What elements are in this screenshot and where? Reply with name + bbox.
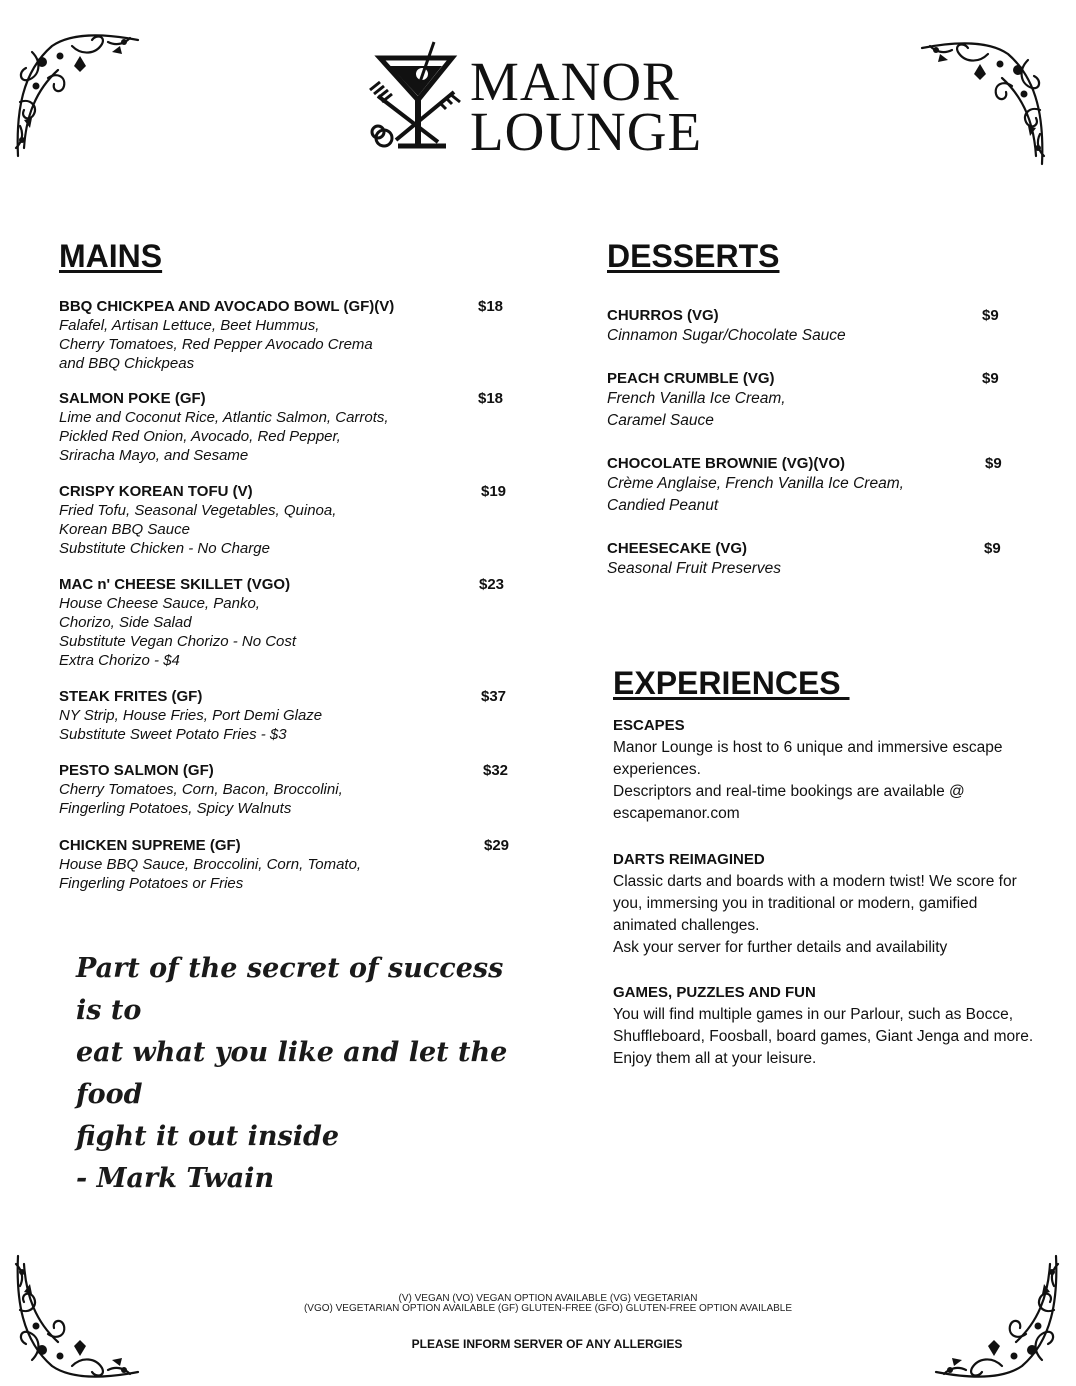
menu-item-price: $9: [985, 455, 1002, 472]
menu-item-name: SALMON POKE (GF): [59, 390, 206, 407]
menu-item: [59, 836, 524, 893]
menu-item-price: $9: [982, 307, 999, 324]
experience-description: Enjoy them all at your leisure.: [613, 1050, 817, 1067]
menu-item-description: Seasonal Fruit Preserves: [607, 560, 782, 577]
menu-item: [59, 389, 518, 465]
quote-line: eat what you like and let the food: [76, 1037, 508, 1110]
menu-item-name: CHURROS (VG): [607, 307, 719, 324]
quote-line: - Mark Twain: [76, 1163, 275, 1194]
menu-item-name: PESTO SALMON (GF): [59, 762, 214, 779]
menu-item-description: Substitute Vegan Chorizo - No Cost: [59, 633, 297, 650]
experience-description: escapemanor.com: [613, 805, 740, 822]
menu-item: [59, 761, 523, 818]
experience-item: [613, 849, 1053, 959]
flourish-corner-icon: [12, 1250, 142, 1380]
menu-item-name: CRISPY KOREAN TOFU (V): [59, 483, 253, 500]
quote-line: fight it out inside: [76, 1121, 340, 1152]
menu-item: [607, 369, 1022, 431]
menu-item-description: Falafel, Artisan Lettuce, Beet Hummus,: [59, 317, 320, 334]
experience-item: [613, 715, 1053, 825]
experience-description: animated challenges.: [613, 917, 760, 934]
menu-item-price: $29: [484, 837, 510, 854]
menu-item-price: $18: [478, 390, 504, 407]
menu-item-description: Lime and Coconut Rice, Atlantic Salmon, Carrots,: [59, 409, 389, 426]
experience-item: [613, 982, 1053, 1070]
menu-item-name: PEACH CRUMBLE (VG): [607, 370, 775, 387]
menu-item: [607, 454, 1025, 516]
menu-item-description: Substitute Chicken - No Charge: [59, 540, 270, 557]
experience-name: DARTS REIMAGINED: [613, 851, 765, 868]
quote: [76, 948, 516, 1200]
menu-item-description: House BBQ Sauce, Broccolini, Corn, Tomato,: [59, 856, 362, 873]
menu-item-description: House Cheese Sauce, Panko,: [59, 595, 260, 612]
menu-item-name: MAC n' CHEESE SKILLET (VGO): [59, 576, 291, 593]
menu-item-name: BBQ CHICKPEA AND AVOCADO BOWL (GF)(V): [59, 298, 395, 315]
flourish-corner-icon: [932, 1250, 1062, 1380]
menu-item-description: Fingerling Potatoes, Spicy Walnuts: [59, 800, 292, 817]
menu-item: [607, 306, 1022, 347]
dietary-legend: [0, 1294, 1076, 1314]
logo-text-lounge: LOUNGE: [470, 101, 703, 162]
menu-item-name: STEAK FRITES (GF): [59, 688, 203, 705]
menu-item-description: Candied Peanut: [607, 496, 719, 514]
menu-item-description: Cinnamon Sugar/Chocolate Sauce: [607, 327, 846, 344]
menu-item-name: CHEESECAKE (VG): [607, 540, 748, 557]
menu-item: [59, 297, 518, 373]
menu-item: [59, 575, 519, 670]
menu-item-description: Fried Tofu, Seasonal Vegetables, Quinoa,: [59, 502, 337, 519]
menu-item-description: French Vanilla Ice Cream,: [607, 390, 786, 407]
menu-item-price: $37: [481, 688, 507, 705]
menu-item-description: Cherry Tomatoes, Red Pepper Avocado Crema: [59, 336, 373, 353]
menu-item-description: Crème Anglaise, French Vanilla Ice Cream,: [607, 475, 904, 492]
menu-item-description: and BBQ Chickpeas: [59, 355, 195, 372]
menu-item-description: Fingerling Potatoes or Fries: [59, 875, 244, 892]
menu-item-description: Korean BBQ Sauce: [59, 521, 190, 538]
menu-item-description: Caramel Sauce: [607, 411, 714, 429]
menu-item-price: $32: [483, 762, 509, 779]
menu-item-description: Substitute Sweet Potato Fries - $3: [59, 726, 287, 743]
menu-item-price: $23: [479, 576, 505, 593]
experience-description: experiences.: [613, 761, 701, 778]
flourish-corner-icon: [12, 32, 142, 162]
mains-heading: MAINS: [59, 238, 163, 274]
menu-item: [607, 539, 1024, 580]
menu-item-price: $19: [481, 483, 507, 500]
experience-name: ESCAPES: [613, 717, 685, 734]
experience-description: you, immersing you in traditional or modern, gamified: [613, 895, 978, 912]
martini-key-fork-logo-icon: [368, 38, 468, 156]
menu-item-description: Cherry Tomatoes, Corn, Bacon, Broccolini,: [59, 781, 343, 798]
experience-description: Classic darts and boards with a modern twist! We score for: [613, 873, 1017, 890]
menu-item-price: $18: [478, 298, 504, 315]
menu-item: [59, 482, 521, 558]
logo-text-manor: MANOR: [470, 51, 680, 112]
menu-item-name: CHICKEN SUPREME (GF): [59, 837, 241, 854]
menu-item-description: NY Strip, House Fries, Port Demi Glaze: [59, 707, 323, 724]
menu-item: [59, 687, 521, 744]
experience-description: Shuffleboard, Foosball, board games, Giant Jenga and more.: [613, 1028, 1034, 1045]
menu-item-price: $9: [982, 370, 999, 387]
menu-item-description: Extra Chorizo - $4: [59, 652, 180, 669]
menu-item-name: CHOCOLATE BROWNIE (VG)(VO): [607, 455, 846, 472]
experience-description: Manor Lounge is host to 6 unique and immersive escape: [613, 739, 1003, 756]
experience-description: Ask your server for further details and availability: [613, 939, 948, 956]
menu-item-description: Pickled Red Onion, Avocado, Red Pepper,: [59, 428, 341, 445]
menu-item-description: Sriracha Mayo, and Sesame: [59, 447, 249, 464]
experience-name: GAMES, PUZZLES AND FUN: [613, 984, 816, 1001]
legend-line: (V) VEGAN (VO) VEGAN OPTION AVAILABLE (VG) VEGETARIAN: [398, 1293, 698, 1304]
quote-line: Part of the secret of success is to: [76, 953, 504, 1026]
menu-item-description: Chorizo, Side Salad: [59, 614, 192, 631]
flourish-corner-icon: [918, 40, 1048, 170]
logo: [368, 38, 713, 162]
experience-description: You will find multiple games in our Parlour, such as Bocce,: [613, 1006, 1014, 1023]
experiences-heading: EXPERIENCES: [613, 665, 850, 701]
desserts-heading: DESSERTS: [607, 238, 780, 274]
menu-item-price: $9: [984, 540, 1001, 557]
experience-description: Descriptors and real-time bookings are available @: [613, 783, 965, 800]
legend-line: (VGO) VEGETARIAN OPTION AVAILABLE (GF) GLUTEN-FREE (GFO) GLUTEN-FREE OPTION AVAILABLE: [303, 1303, 793, 1314]
allergy-notice: PLEASE INFORM SERVER OF ANY ALLERGIES: [411, 1337, 683, 1351]
